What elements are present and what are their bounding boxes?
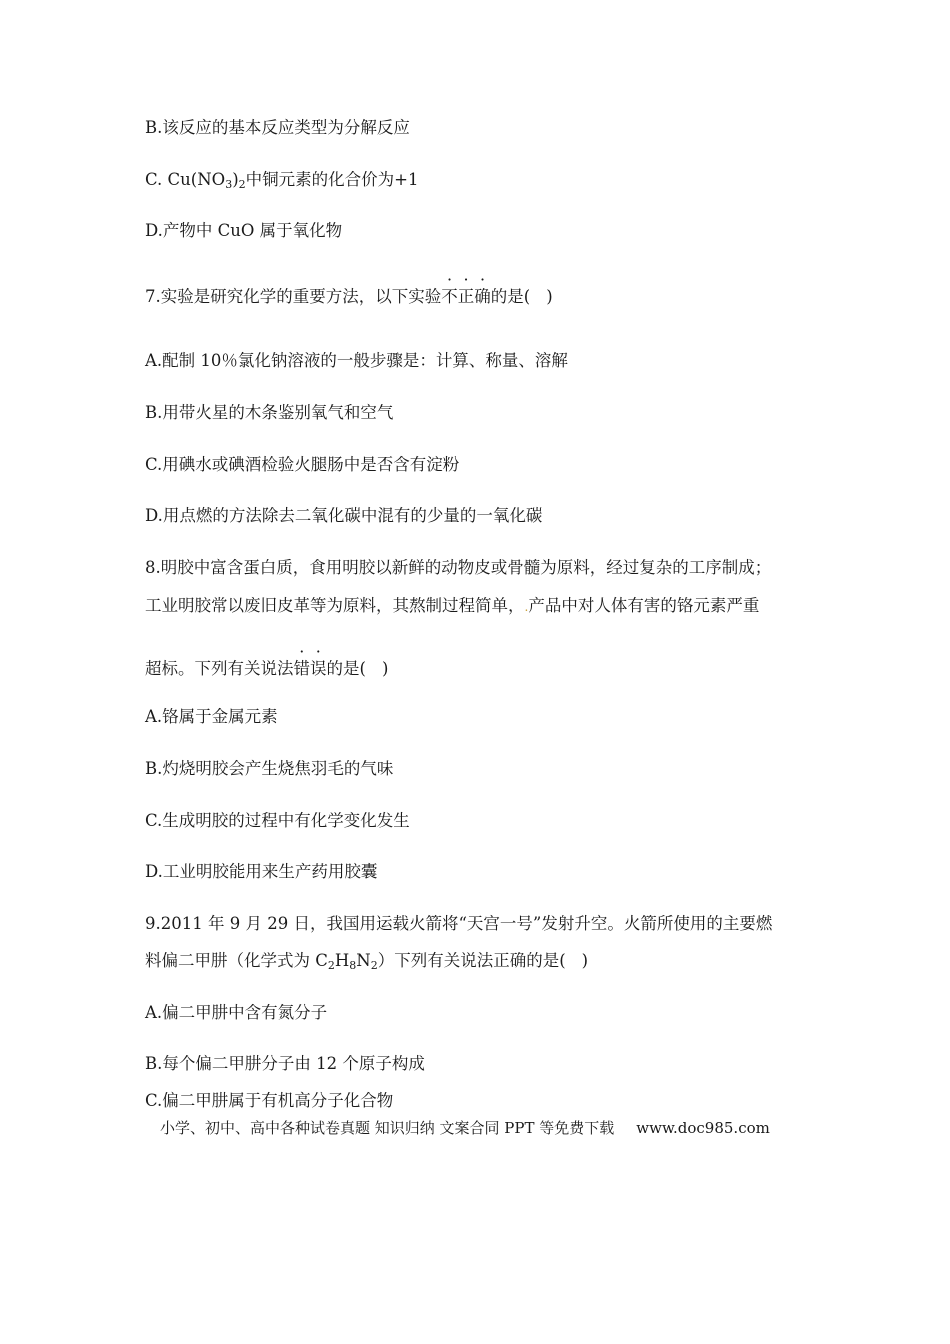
q8-stem-line-2: 工业明胶常以废旧皮革等为原料，其熬制过程简单，.产品中对人体有害的铬元素严重 (145, 596, 760, 615)
q7-stem: 7.实验是研究化学的重要方法，以下实验不正确的是( ) (145, 287, 553, 306)
q8-stem-line-3: 超标。下列有关说法错误的是( ) (145, 659, 389, 678)
q7-option-b: B.用带火星的木条鉴别氧气和空气 (145, 403, 394, 422)
q8-option-a: A.铬属于金属元素 (145, 707, 278, 726)
q8-option-c: C.生成明胶的过程中有化学变化发生 (145, 811, 410, 830)
q8-stem-line-1: 8.明胶中富含蛋白质，食用明胶以新鲜的动物皮或骨髓为原料，经过复杂的工序制成； (145, 558, 772, 577)
footer-url: www.doc985.com (636, 1119, 770, 1137)
q9-option-c: C.偏二甲肼属于有机高分子化合物 (145, 1091, 394, 1110)
q9-option-a: A.偏二甲肼中含有氮分子 (145, 1003, 328, 1022)
q9-stem-line-1: 9.2011 年 9 月 29 日，我国用运载火箭将“天宫一号”发射升空。火箭所使用的主要燃 (145, 914, 773, 933)
q6-option-d: D.产物中 CuO 属于氧化物 (145, 221, 343, 240)
q7-option-a: A.配制 10％氯化钠溶液的一般步骤是：计算、称量、溶解 (145, 351, 568, 370)
q8-option-d: D.工业明胶能用来生产药用胶囊 (145, 862, 378, 881)
q7-option-d: D.用点燃的方法除去二氧化碳中混有的少量的一氧化碳 (145, 506, 543, 525)
q6-option-c: C. $Cu(NO_3)_2$中铜元素的化合价为+1 (145, 170, 419, 191)
q6-option-b: B.该反应的基本反应类型为分解反应 (145, 118, 410, 137)
footer-text: 小学、初中、高中各种试卷真题 知识归纳 文案合同 PPT 等免费下载 (160, 1119, 615, 1137)
q9-stem-line-2: 料偏二甲肼（化学式为 $C_2H_8N_2$）下列有关说法正确的是( ) (145, 951, 589, 972)
footer (160, 1117, 770, 1138)
q7-option-c: C.用碘水或碘酒检验火腿肠中是否含有淀粉 (145, 455, 460, 474)
q8-option-b: B.灼烧明胶会产生烧焦羽毛的气味 (145, 759, 394, 778)
q9-option-b: B.每个偏二甲肼分子由 12 个原子构成 (145, 1054, 425, 1073)
